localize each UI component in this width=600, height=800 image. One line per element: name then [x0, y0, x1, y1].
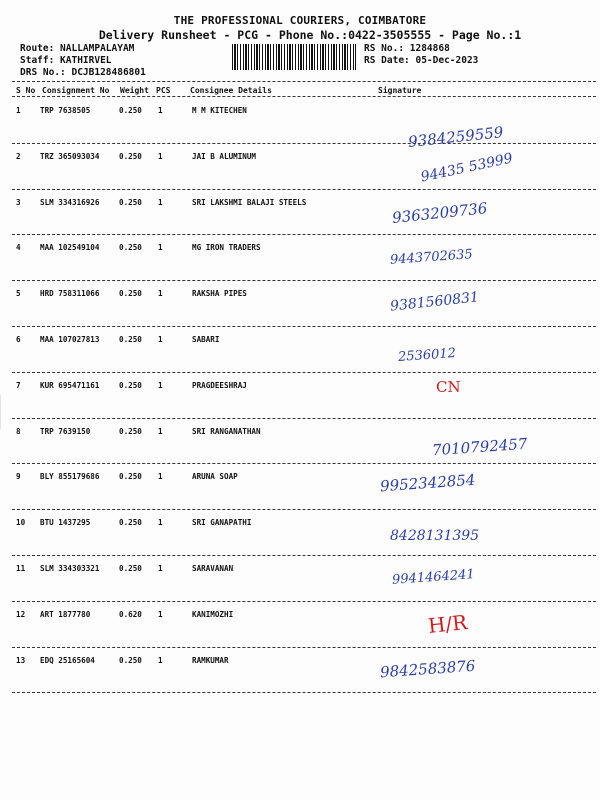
table-row [0, 510, 600, 556]
drs-number: DRS No.: DCJB128486801 [20, 67, 146, 78]
table-row [0, 98, 600, 144]
row-sno: 3 [16, 197, 21, 207]
row-weight: 0.250 [119, 472, 142, 482]
header-divider-bottom [12, 96, 596, 97]
row-consignment: BLY 855179686 [40, 472, 100, 482]
row-sno: 9 [16, 472, 21, 482]
row-consignee: ARUNA SOAP [192, 472, 238, 482]
row-pcs: 1 [158, 289, 163, 299]
handwritten-signature: 8428131395 [390, 528, 480, 544]
table-row [0, 648, 600, 694]
row-sno: 10 [16, 518, 26, 528]
row-weight: 0.620 [119, 609, 142, 619]
row-weight: 0.250 [119, 335, 142, 344]
row-weight: 0.250 [119, 518, 142, 528]
header-divider [12, 81, 596, 82]
row-weight: 0.250 [119, 243, 142, 253]
row-sno: 2 [16, 151, 21, 161]
col-sno: S No [16, 86, 36, 95]
row-pcs: 1 [158, 335, 163, 344]
row-pcs: 1 [158, 609, 163, 619]
row-weight: 0.250 [119, 197, 142, 207]
rs-date: RS Date: 05-Dec-2023 [364, 55, 479, 66]
row-sno: 8 [16, 426, 21, 436]
col-consignee: Consignee Details [190, 86, 272, 95]
handwritten-signature: 9381560831 [389, 289, 480, 315]
col-pcs: PCS [156, 86, 171, 95]
row-weight: 0.250 [119, 151, 142, 161]
row-consignment: SLM 334303321 [40, 564, 100, 573]
row-consignee: JAI B ALUMINUM [192, 151, 257, 161]
handwritten-signature: 9941464241 [391, 567, 476, 588]
row-consignment: EDQ 25165604 [40, 655, 95, 665]
table-row [0, 235, 600, 281]
row-pcs: 1 [158, 655, 163, 665]
row-sno: 1 [16, 106, 21, 115]
row-consignment: ART 1877780 [40, 609, 91, 619]
row-weight: 0.250 [119, 106, 142, 115]
handwritten-signature: CN [436, 378, 461, 396]
row-pcs: 1 [158, 151, 163, 161]
row-consignment: TRP 7639150 [40, 426, 91, 436]
row-sno: 13 [16, 655, 26, 665]
row-consignee: RAMKUMAR [192, 655, 229, 665]
runsheet-subtitle: Delivery Runsheet - PCG - Phone No.:0422-3505555 - Page No.:1 [98, 28, 522, 42]
table-row [0, 281, 600, 327]
table-row [0, 602, 600, 648]
barcode [232, 44, 356, 70]
route-label: Route: NALLAMPALAYAM [20, 43, 135, 54]
row-consignment: SLM 334316926 [40, 197, 100, 207]
table-row [0, 464, 600, 510]
row-weight: 0.250 [119, 564, 142, 573]
row-consignee: MG IRON TRADERS [192, 243, 261, 253]
row-sno: 11 [16, 564, 26, 573]
row-consignment: MAA 107027813 [40, 335, 100, 344]
row-sno: 5 [16, 289, 21, 299]
col-weight: Weight [120, 86, 149, 95]
row-consignee: SARAVANAN [192, 564, 234, 573]
col-signature: Signature [378, 86, 422, 95]
row-consignment: TRZ 365093034 [40, 151, 100, 161]
row-pcs: 1 [158, 243, 163, 253]
row-divider [12, 692, 596, 693]
row-consignment: KUR 695471161 [40, 380, 100, 390]
col-consignment: Consignment No [42, 86, 110, 95]
row-sno: 7 [16, 380, 21, 390]
table-row [0, 190, 600, 236]
handwritten-signature: 94435 53999 [419, 150, 515, 186]
row-consignment: MAA 102549104 [40, 243, 100, 253]
row-consignment: TRP 7638505 [40, 106, 91, 115]
handwritten-signature: 2536012 [397, 345, 457, 366]
handwritten-signature: 9384259559 [407, 123, 505, 151]
row-weight: 0.250 [119, 426, 142, 436]
row-consignee: SRI LAKSHMI BALAJI STEELS [192, 197, 307, 207]
handwritten-signature: 7010792457 [431, 434, 528, 460]
handwritten-signature: H/R [426, 610, 469, 638]
row-sno: 6 [16, 335, 21, 344]
row-weight: 0.250 [119, 655, 142, 665]
handwritten-signature: 9363209736 [391, 199, 489, 227]
row-consignee: SRI GANAPATHI [192, 518, 252, 528]
row-sno: 4 [16, 243, 21, 253]
row-weight: 0.250 [119, 380, 142, 390]
staff-label: Staff: KATHIRVEL [20, 55, 112, 66]
row-weight: 0.250 [119, 289, 142, 299]
row-consignee: PRAGDEESHRAJ [192, 380, 247, 390]
row-pcs: 1 [158, 380, 163, 390]
table-row [0, 373, 600, 419]
row-pcs: 1 [158, 518, 163, 528]
row-pcs: 1 [158, 426, 163, 436]
rs-number: RS No.: 1284868 [364, 43, 450, 54]
row-consignee: RAKSHA PIPES [192, 289, 247, 299]
row-consignee: M M KITECHEN [192, 106, 247, 115]
row-consignment: HRD 758311066 [40, 289, 100, 299]
row-pcs: 1 [158, 197, 163, 207]
row-consignee: SRI RANGANATHAN [192, 426, 261, 436]
row-pcs: 1 [158, 106, 163, 115]
table-row [0, 327, 600, 373]
row-sno: 12 [16, 609, 26, 619]
company-title: THE PROFESSIONAL COURIERS, COIMBATORE [173, 14, 427, 27]
row-consignee: SABARI [192, 335, 220, 344]
handwritten-signature: 9842583876 [379, 656, 476, 682]
row-consignment: BTU 1437295 [40, 518, 91, 528]
row-pcs: 1 [158, 564, 163, 573]
row-pcs: 1 [158, 472, 163, 482]
row-consignee: KANIMOZHI [192, 609, 234, 619]
handwritten-signature: 9443702635 [389, 247, 474, 268]
handwritten-signature: 9952342854 [379, 470, 476, 496]
table-row [0, 556, 600, 602]
